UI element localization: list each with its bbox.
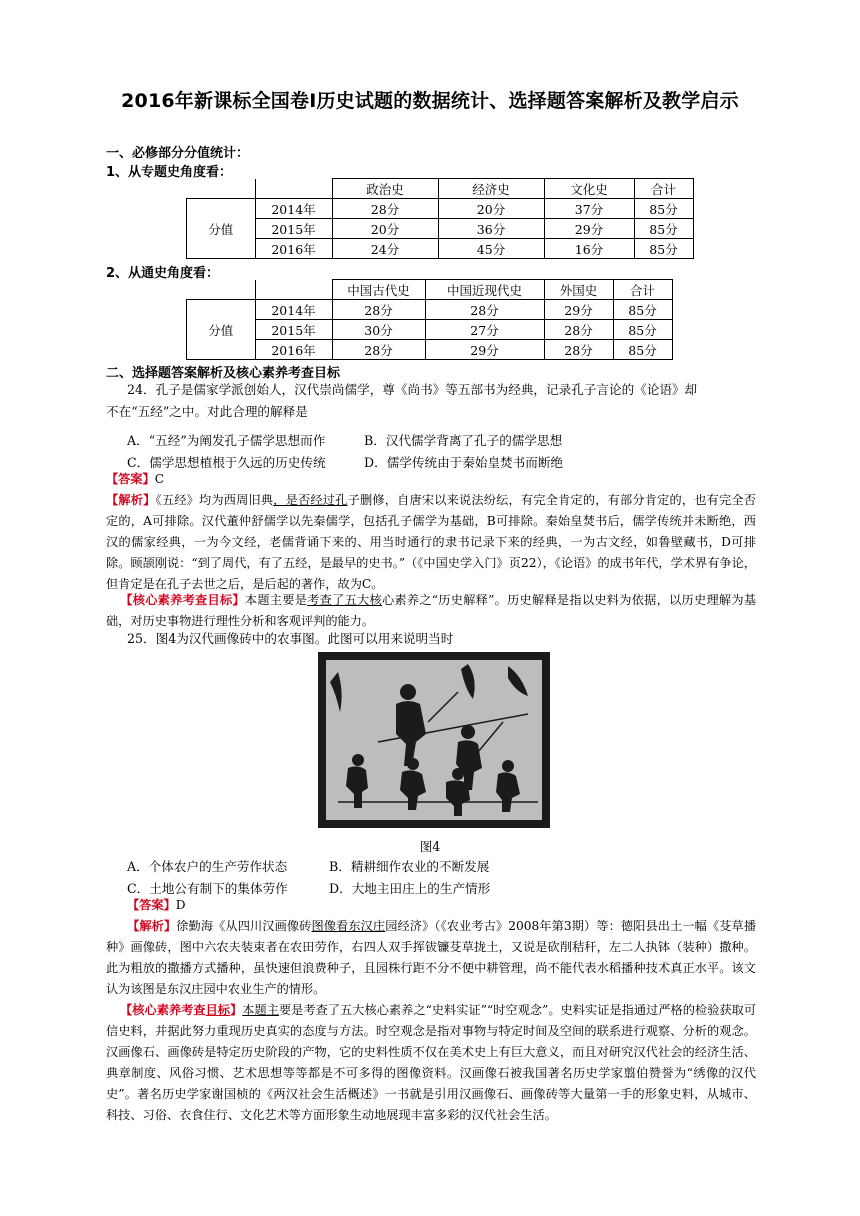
target-text-underlined: 本题主 [242, 1003, 279, 1017]
table-cell: 28分 [332, 340, 425, 360]
subheading-general: 2、从通史角度看： [106, 266, 220, 281]
answer-tag: 【答案】 [106, 472, 155, 486]
table-header: 经济史 [438, 179, 544, 199]
q24-option-d: D．儒学传统由于秦始皇焚书而断绝 [364, 455, 564, 470]
table-cell: 85分 [634, 239, 693, 259]
table-header-row [187, 179, 694, 199]
table-header-row [187, 280, 673, 300]
table-header: 中国古代史 [332, 280, 425, 300]
table-cell: 20分 [332, 219, 438, 239]
general-score-table [186, 279, 673, 360]
target-tag: 【核心素养考查 [120, 1003, 206, 1017]
table-cell: 28分 [332, 300, 425, 320]
table-cell: 28分 [332, 199, 438, 219]
q24-answer [106, 469, 756, 490]
q25-stem: 25．图4为汉代画像砖中的农事图。此图可以用来说明当时 [127, 631, 454, 646]
q25-option-c: C．土地公有制下的集体劳作 [127, 881, 288, 896]
analysis-text: 园经济》（《农业考古》2008年第3期）等：德阳县出土一幅《芟草播种》画像砖，图中六农夫装束者在农田劳作，右四人双手挥钹镰芟草拢土，又说是砍削秸秆，左二人执钵（装种）撒种。此为粗放的撒播方式播种，虽快速但浪费种子，且园株行距不分不便中耕管理，尚不能代表水稻播种技术真正水平。该文认为该图是东汉庄园中农业生产的情形。 [106, 919, 757, 996]
target-tag: 【核心素养考查目标】 [120, 593, 245, 607]
table-row [187, 219, 694, 239]
table-cell: 29分 [544, 219, 634, 239]
table-cell: 85分 [613, 340, 672, 360]
analysis-text: 《五经》均为西周旧典 [155, 493, 274, 507]
table-cell: 28分 [544, 320, 613, 340]
row-label: 分值 [187, 300, 256, 360]
table-cell: 45分 [438, 239, 544, 259]
q24-target [106, 590, 756, 632]
row-label: 分值 [187, 199, 256, 259]
table-cell: 30分 [332, 320, 425, 340]
subheading-topical: 1、从专题史角度看： [106, 165, 233, 180]
q25-option-d: D．大地主田庄上的生产情形 [329, 881, 491, 896]
section-heading-1: 一、必修部分分值统计： [106, 146, 250, 161]
table-cell: 29分 [425, 340, 544, 360]
year-cell: 2015年 [255, 219, 332, 239]
year-cell: 2014年 [255, 199, 332, 219]
analysis-text-underlined: 图像看东汉庄 [311, 919, 386, 933]
table-cell: 20分 [438, 199, 544, 219]
table-row [187, 320, 673, 340]
table-cell: 85分 [613, 320, 672, 340]
q25-option-b: B．精耕细作农业的不断发展 [329, 859, 490, 874]
table-cell: 28分 [425, 300, 544, 320]
analysis-tag: 【解析】 [127, 919, 177, 933]
table-header: 中国近现代史 [425, 280, 544, 300]
target-text: 本题主要是 [244, 593, 308, 607]
q25-analysis [106, 916, 756, 1000]
figure-caption: 图4 [419, 839, 441, 854]
table-cell: 85分 [634, 219, 693, 239]
year-cell: 2014年 [255, 300, 332, 320]
q24-analysis [106, 490, 756, 595]
target-text-underlined: 考查了五大核 [307, 593, 382, 607]
table-row [187, 340, 673, 360]
target-tag-underlined: 目标 [205, 1003, 231, 1017]
topical-score-table [186, 178, 694, 259]
answer-value: C [154, 472, 165, 486]
q25-answer [127, 895, 757, 916]
year-cell: 2016年 [255, 340, 332, 360]
answer-value: D [175, 898, 186, 912]
q24-option-a: A．“五经”为阐发孔子儒学思想而作 [127, 433, 326, 448]
q25-option-a: A．个体农户的生产劳作状态 [127, 859, 288, 874]
target-tag-end: 】 [230, 1003, 243, 1017]
q24-stem-line2: 不在“五经”之中。对此合理的解释是 [106, 404, 308, 419]
table-cell: 37分 [544, 199, 634, 219]
target-text: 心素养之“历史解释”。历史解释是指以史料为依据，以历史理解为基础，对历史事物进行理性分析和客观评判的能力。 [106, 593, 757, 628]
table-header: 文化史 [544, 179, 634, 199]
q25-target [106, 1000, 756, 1126]
table-cell: 16分 [544, 239, 634, 259]
table-header: 合计 [613, 280, 672, 300]
table-header: 政治史 [332, 179, 438, 199]
han-brick-farming-image [318, 652, 550, 828]
table-cell: 29分 [544, 300, 613, 320]
table-cell: 27分 [425, 320, 544, 340]
q24-stem-line1: 24．孔子是儒家学派创始人，汉代崇尚儒学，尊《尚书》等五部书为经典，记录孔子言论的《论语》却 [127, 382, 698, 397]
table-row [187, 239, 694, 259]
table-cell: 28分 [544, 340, 613, 360]
table-cell: 85分 [634, 199, 693, 219]
table-header: 合计 [634, 179, 693, 199]
year-cell: 2016年 [255, 239, 332, 259]
analysis-text: 徐勤海《从四川汉画像砖 [176, 919, 312, 933]
analysis-tag: 【解析】 [106, 493, 156, 507]
page-title: 2016年新课标全国卷Ⅰ历史试题的数据统计、选择题答案解析及教学启示 [121, 90, 739, 112]
table-row [187, 199, 694, 219]
q24-option-b: B．汉代儒学背离了孔子的儒学思想 [364, 433, 563, 448]
q24-option-c: C．儒学思想植根于久远的历史传统 [127, 455, 326, 470]
table-header: 外国史 [544, 280, 613, 300]
table-cell: 85分 [613, 300, 672, 320]
analysis-text: 子删修，自唐宋以来说法纷纭，有完全肯定的，有部分肯定的，也有完全否定的，A可排除。汉代董仲舒儒学以先秦儒学，包括孔子儒学为基础，B可排除。秦始皇焚书后，儒学传统并未断绝，西汉的儒家经典，一为今文经，老儒背诵下来的、用当时通行的隶书记录下来的经典，一为古文经，如鲁壁藏书，D可排除。顾颉刚说：“到了周代，有了五经，是最早的史书。”（《中国史学入门》页22），《论语》的成书年代，学术界有争论，但肯定是在孔子去世之后，是后起的著作，故为C。 [106, 493, 756, 591]
analysis-text-underlined: ，是否经过孔 [273, 493, 348, 507]
table-cell: 36分 [438, 219, 544, 239]
table-row [187, 300, 673, 320]
table-cell: 24分 [332, 239, 438, 259]
answer-tag: 【答案】 [127, 898, 176, 912]
year-cell: 2015年 [255, 320, 332, 340]
section-heading-2: 二、选择题答案解析及核心素养考查目标 [106, 366, 341, 381]
target-text: 要是考查了五大核心素养之“史料实证”“时空观念”。史料实证是指通过严格的检验获取可信史料，并据此努力重现历史真实的态度与方法。时空观念是指对事物与特定时间及空间的联系进行观察、分析的观念。汉画像石、画像砖是特定历史阶段的产物，它的史料性质不仅在美术史上有巨大意义，而且对研究汉代社会的经济生活、典章制度、风俗习惯、艺术思想等等都是不可多得的图像资料。汉画像石被我国著名历史学家翦伯赞誉为“绣像的汉代史”。著名历史学家谢国桢的《两汉社会生活概述》一书就是引用汉画像石、画像砖等大量第一手的形象史料，从城市、科技、习俗、衣食住行、文化艺术等方面形象生动地展现丰富多彩的汉代社会生活。 [106, 1003, 757, 1122]
